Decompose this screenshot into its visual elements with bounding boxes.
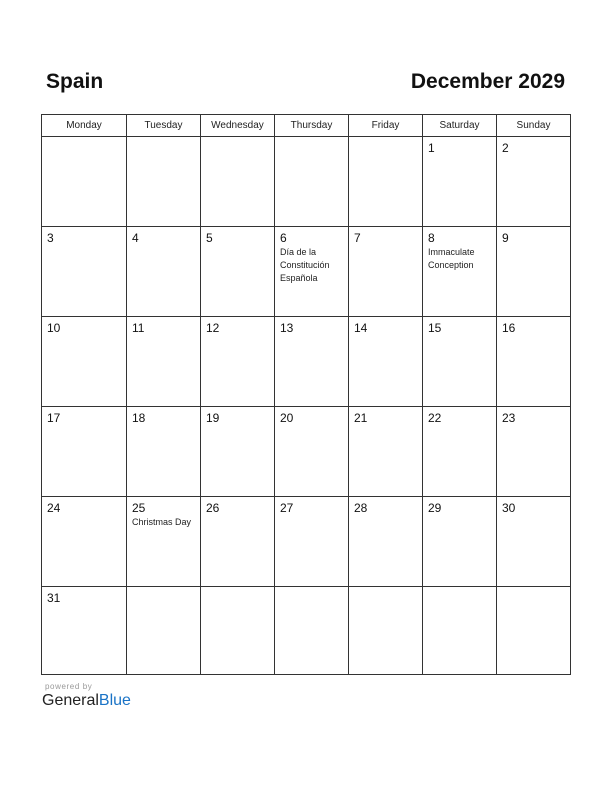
day-cell bbox=[42, 497, 127, 587]
day-number: 25 bbox=[132, 501, 146, 515]
day-cell bbox=[275, 497, 349, 587]
day-number: 2 bbox=[502, 141, 509, 155]
weekday-tuesday: Tuesday bbox=[127, 115, 201, 137]
day-cell bbox=[275, 137, 349, 227]
day-cell bbox=[127, 497, 201, 587]
day-cell bbox=[349, 137, 423, 227]
day-cell bbox=[201, 497, 275, 587]
day-number: 1 bbox=[428, 141, 435, 155]
day-cell bbox=[423, 407, 497, 497]
day-number: 13 bbox=[280, 321, 294, 335]
day-number: 20 bbox=[280, 411, 294, 425]
day-cell bbox=[423, 587, 497, 675]
day-cell bbox=[127, 137, 201, 227]
week-row bbox=[42, 317, 571, 407]
holiday-label: Christmas Day bbox=[132, 517, 192, 527]
day-number: 6 bbox=[280, 231, 287, 245]
day-cell bbox=[349, 587, 423, 675]
day-cell bbox=[349, 407, 423, 497]
day-cell bbox=[275, 587, 349, 675]
day-cell bbox=[349, 317, 423, 407]
holiday-label: Immaculate Conception bbox=[428, 247, 475, 270]
day-cell bbox=[127, 587, 201, 675]
day-number: 5 bbox=[206, 231, 213, 245]
day-cell bbox=[275, 317, 349, 407]
day-cell bbox=[201, 227, 275, 317]
day-cell bbox=[423, 317, 497, 407]
day-number: 17 bbox=[47, 411, 61, 425]
day-cell bbox=[42, 317, 127, 407]
day-number: 12 bbox=[206, 321, 220, 335]
weekday-saturday: Saturday bbox=[423, 115, 497, 137]
day-cell bbox=[42, 587, 127, 675]
week-row bbox=[42, 137, 571, 227]
day-cell bbox=[423, 227, 497, 317]
day-number: 8 bbox=[428, 231, 435, 245]
day-number: 22 bbox=[428, 411, 442, 425]
weekday-thursday: Thursday bbox=[275, 115, 349, 137]
day-number: 16 bbox=[502, 321, 516, 335]
day-cell bbox=[127, 407, 201, 497]
day-number: 9 bbox=[502, 231, 509, 245]
day-cell bbox=[127, 317, 201, 407]
day-cell bbox=[423, 497, 497, 587]
day-cell bbox=[275, 407, 349, 497]
day-number: 19 bbox=[206, 411, 220, 425]
day-number: 3 bbox=[47, 231, 54, 245]
generalblue-logo bbox=[42, 692, 131, 710]
day-number: 7 bbox=[354, 231, 361, 245]
day-number: 30 bbox=[502, 501, 516, 515]
weekday-monday: Monday bbox=[42, 115, 127, 137]
weekday-friday: Friday bbox=[349, 115, 423, 137]
day-cell bbox=[42, 407, 127, 497]
weekday-sunday: Sunday bbox=[497, 115, 571, 137]
day-cell bbox=[201, 407, 275, 497]
week-row bbox=[42, 587, 571, 675]
day-cell bbox=[497, 227, 571, 317]
day-number: 21 bbox=[354, 411, 368, 425]
week-row bbox=[42, 227, 571, 317]
day-cell bbox=[42, 227, 127, 317]
week-row bbox=[42, 497, 571, 587]
day-cell bbox=[497, 137, 571, 227]
day-number: 26 bbox=[206, 501, 220, 515]
day-cell bbox=[349, 227, 423, 317]
day-number: 29 bbox=[428, 501, 442, 515]
day-number: 18 bbox=[132, 411, 146, 425]
day-number: 31 bbox=[47, 591, 61, 605]
day-cell bbox=[127, 227, 201, 317]
weekday-wednesday: Wednesday bbox=[201, 115, 275, 137]
holiday-label: Día de la Constitución Española bbox=[280, 247, 330, 283]
day-cell bbox=[201, 137, 275, 227]
day-cell bbox=[42, 137, 127, 227]
month-year-title: December 2029 bbox=[410, 70, 565, 93]
week-row bbox=[42, 407, 571, 497]
day-number: 10 bbox=[47, 321, 61, 335]
day-cell bbox=[201, 317, 275, 407]
logo-text-general: General bbox=[42, 692, 99, 709]
day-cell bbox=[423, 137, 497, 227]
day-cell bbox=[201, 587, 275, 675]
day-number: 28 bbox=[354, 501, 368, 515]
logo-text-blue: Blue bbox=[98, 692, 131, 709]
day-cell bbox=[497, 407, 571, 497]
day-cell bbox=[349, 497, 423, 587]
country-title: Spain bbox=[46, 70, 104, 93]
day-number: 15 bbox=[428, 321, 442, 335]
day-cell bbox=[275, 227, 349, 317]
day-number: 4 bbox=[132, 231, 139, 245]
weekday-header-row bbox=[42, 115, 571, 137]
day-number: 23 bbox=[502, 411, 516, 425]
day-number: 11 bbox=[132, 321, 145, 335]
day-cell bbox=[497, 317, 571, 407]
day-number: 24 bbox=[47, 501, 61, 515]
day-cell bbox=[497, 587, 571, 675]
footer-branding bbox=[42, 682, 131, 710]
powered-by-text: powered by bbox=[45, 682, 93, 691]
day-cell bbox=[497, 497, 571, 587]
calendar-grid bbox=[41, 114, 571, 675]
day-number: 14 bbox=[354, 321, 368, 335]
day-number: 27 bbox=[280, 501, 294, 515]
